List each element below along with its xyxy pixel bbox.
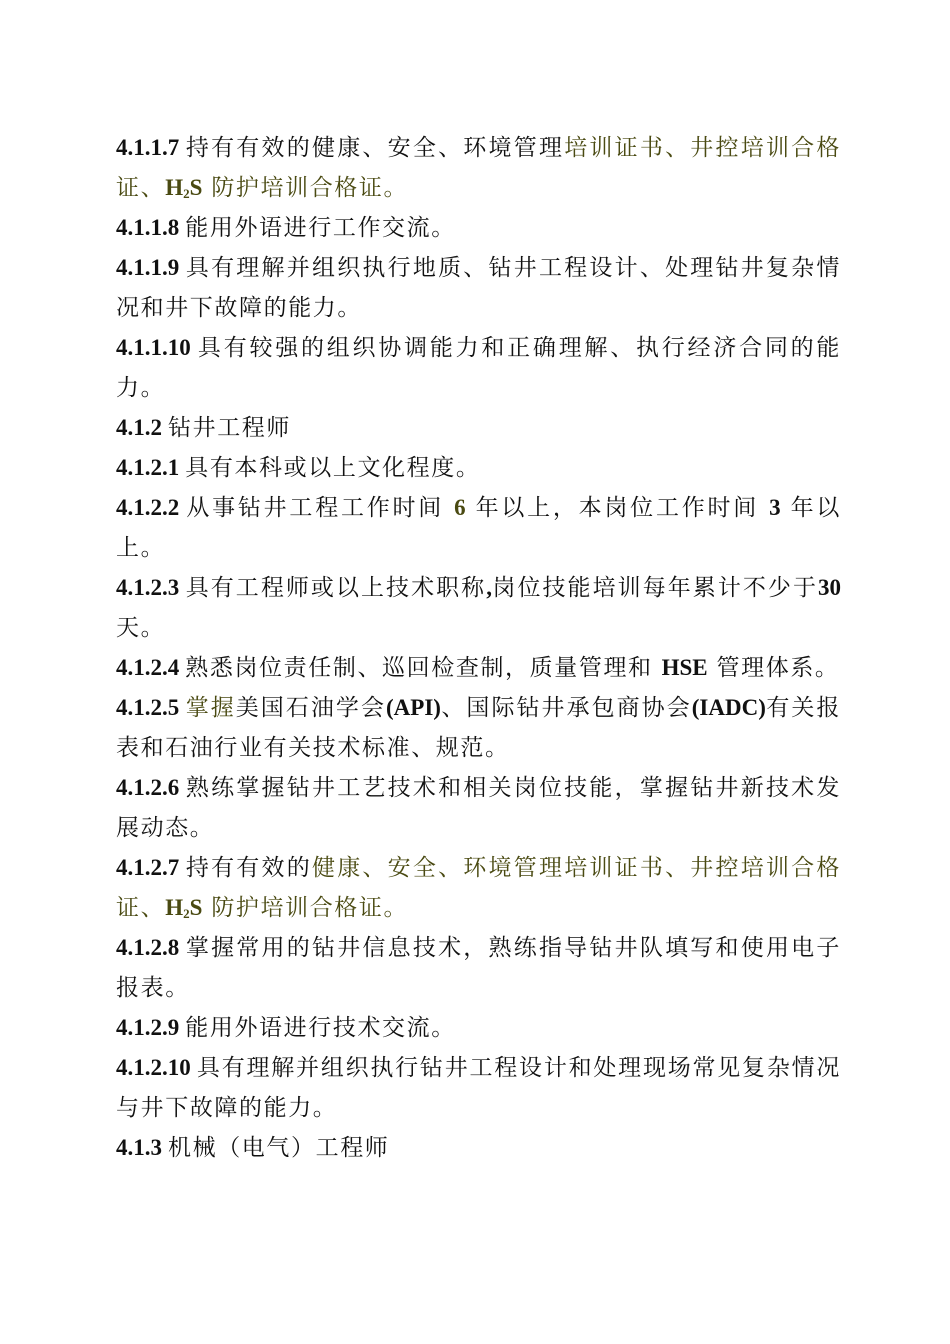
clause-number: 4.1.2.2 [116, 495, 180, 520]
section-number: 4.1.2 [116, 415, 162, 440]
clause-4-1-1-8 [116, 208, 841, 248]
section-number: 4.1.3 [116, 1135, 162, 1160]
clause-text: 持有有效的 [185, 855, 312, 881]
clause-4-1-2-1 [116, 448, 841, 488]
clause-number: 4.1.2.1 [116, 455, 180, 480]
clause-text: 具有工程师或以上技术职称 [185, 575, 487, 601]
clause-text: 具有理解并组织执行地质、钻井工程设计、处理钻井复杂情况和井下故障的能力。 [116, 255, 841, 321]
clause-4-1-2-3 [116, 568, 841, 648]
clause-4-1-2-5 [116, 688, 841, 768]
clause-text: 具有较强的组织协调能力和正确理解、执行经济合同的能力。 [116, 335, 841, 401]
clause-4-1-2-2 [116, 488, 841, 568]
highlighted-text: 健康、安全、环境管理培训证书、井控培训合格证、 [116, 855, 842, 921]
clause-text: 年以上，本岗位工作时间 [475, 495, 759, 521]
h2s-s: S [189, 175, 203, 200]
clause-text: 能用外语进行工作交流。 [185, 215, 456, 241]
h2s-h: H [165, 895, 184, 920]
clause-number: 4.1.2.3 [116, 575, 180, 600]
clause-4-1-2-9 [116, 1008, 841, 1048]
days-number: 30 [818, 575, 841, 600]
clause-text: 具有理解并组织执行钻井工程设计和处理现场常见复杂情况与井下故障的能力。 [116, 1055, 841, 1121]
clause-number: 4.1.2.7 [116, 855, 180, 880]
clause-number: 4.1.1.10 [116, 335, 191, 360]
clause-4-1-2-6 [116, 768, 841, 848]
clause-4-1-2-7 [116, 848, 841, 928]
comma: , [486, 575, 492, 600]
clause-text: 、国际钻井承包商协会 [440, 695, 692, 721]
clause-text: 有关报表和石油行业有关技术标准、规范。 [116, 695, 841, 761]
document-page [116, 128, 841, 1168]
clause-text: 熟悉岗位责任制、巡回检查制，质量管理和 [185, 655, 653, 681]
clause-text: 能用外语进行技术交流。 [185, 1015, 456, 1041]
h2s-subscript: 2 [183, 186, 190, 201]
h2s-formula [165, 175, 202, 200]
clause-text: 从事钻井工程工作时间 [185, 495, 444, 521]
clause-text: 岗位技能培训每年累计不少于 [491, 575, 818, 601]
highlighted-text: 掌握 [185, 695, 236, 721]
clause-text: 具有本科或以上文化程度。 [185, 455, 481, 481]
highlighted-text: 培训证书、井控培训合格证、 [116, 135, 841, 201]
clause-number: 4.1.1.8 [116, 215, 180, 240]
clause-text: 年以上。 [116, 495, 841, 561]
clause-text: 熟练掌握钻井工艺技术和相关岗位技能，掌握钻井新技术发展动态。 [116, 775, 841, 841]
h2s-h: H [165, 175, 184, 200]
clause-number: 4.1.2.8 [116, 935, 180, 960]
clause-number: 4.1.1.7 [116, 135, 180, 160]
clause-number: 4.1.1.9 [116, 255, 180, 280]
highlighted-text: 防护培训合格证。 [211, 175, 409, 201]
clause-text: 美国石油学会 [235, 695, 386, 721]
api-abbreviation: (API) [386, 695, 441, 720]
highlighted-text: 防护培训合格证。 [211, 895, 409, 921]
clause-4-1-1-9 [116, 248, 841, 328]
clause-4-1-2-10 [116, 1048, 841, 1128]
clause-number: 4.1.2.9 [116, 1015, 180, 1040]
clause-4-1-2-8 [116, 928, 841, 1008]
years-number: 6 [454, 495, 466, 520]
clause-number: 4.1.2.4 [116, 655, 180, 680]
h2s-s: S [189, 895, 203, 920]
clause-text: 掌握常用的钻井信息技术，熟练指导钻井队填写和使用电子报表。 [116, 935, 841, 1001]
clause-text: 持有有效的健康、安全、环境管理 [185, 135, 565, 161]
clause-text: 天。 [116, 615, 166, 641]
years-number: 3 [769, 495, 781, 520]
section-4-1-2-heading [116, 408, 841, 448]
clause-4-1-1-7 [116, 128, 841, 208]
clause-4-1-2-4 [116, 648, 841, 688]
hse-abbreviation: HSE [661, 655, 708, 680]
clause-4-1-1-10 [116, 328, 841, 408]
iadc-abbreviation: (IADC) [691, 695, 766, 720]
h2s-formula [165, 895, 202, 920]
clause-text: 管理体系。 [716, 655, 840, 681]
clause-number: 4.1.2.6 [116, 775, 180, 800]
section-title: 钻井工程师 [168, 415, 291, 441]
section-4-1-3-heading [116, 1128, 841, 1168]
h2s-subscript: 2 [183, 906, 190, 921]
section-title: 机械（电气）工程师 [168, 1135, 390, 1161]
clause-number: 4.1.2.10 [116, 1055, 191, 1080]
clause-number: 4.1.2.5 [116, 695, 180, 720]
